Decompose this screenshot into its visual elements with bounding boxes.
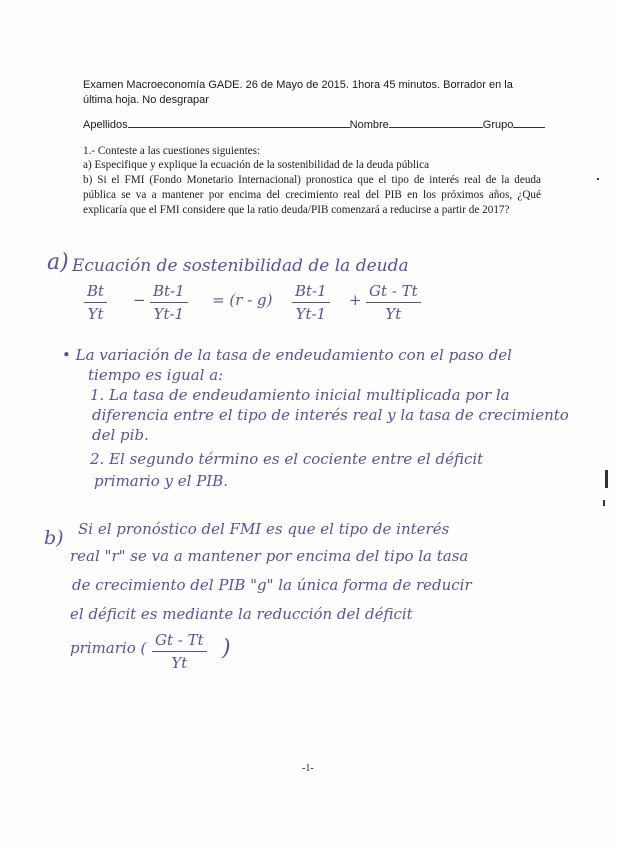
answer-a-line-5: del pib.	[92, 426, 149, 444]
equation-fraction-4: Gt - Tt Yt	[366, 282, 421, 323]
closing-parenthesis: )	[222, 636, 231, 661]
answer-a-line-2: tiempo es igual a:	[88, 366, 224, 384]
answer-b-label: b)	[44, 527, 64, 549]
grupo-label: Grupo	[482, 119, 514, 131]
answer-b-line-2: real "r" se va a mantener por encima del tipo la tasa	[70, 547, 469, 565]
exam-header-line-1: Examen Macroeconomía GADE. 26 de Mayo de 2015. 1hora 45 minutos. Borrador en la	[83, 79, 513, 91]
answer-a-label: a)	[47, 250, 69, 275]
equation-plus: +	[349, 291, 362, 309]
answer-a-line-4: diferencia entre el tipo de interés real y la tasa de crecimiento	[92, 406, 569, 424]
scan-speck	[597, 178, 599, 180]
answer-b-line-1: Si el pronóstico del FMI es que el tipo de interés	[78, 520, 450, 538]
page-number: -1-	[302, 763, 314, 774]
scan-speck	[605, 470, 608, 488]
question-a: a) Especifique y explique la ecuación de la sostenibilidad de la deuda pública	[83, 159, 430, 171]
student-info-row	[83, 117, 543, 131]
answer-a-line-6: 2. El segundo término es el cociente entre el déficit	[90, 450, 484, 468]
nombre-blank	[389, 117, 483, 128]
equation-middle-term: = (r - g)	[212, 291, 273, 309]
primary-deficit-fraction: Gt - Tt Yt	[152, 631, 207, 672]
answer-b-line-5: primario (	[70, 639, 147, 657]
answer-a-line-7: primario y el PIB.	[94, 472, 228, 490]
answer-b-line-4: el déficit es mediante la reducción del déficit	[70, 605, 413, 623]
equation-fraction-3: Bt-1 Yt-1	[292, 282, 330, 323]
equation-fraction-1: Bt Yt	[84, 282, 107, 323]
apellidos-blank	[128, 117, 350, 128]
scan-speck	[603, 500, 605, 506]
question-intro: 1.- Conteste a las cuestiones siguientes:	[83, 145, 261, 157]
grupo-blank	[513, 117, 545, 128]
answer-b-line-3: de crecimiento del PIB "g" la única forma de reducir	[72, 576, 472, 594]
nombre-label: Nombre	[349, 119, 389, 131]
apellidos-label: Apellidos	[83, 119, 128, 131]
answer-a-line-1: • La variación de la tasa de endeudamiento con el paso del	[62, 346, 512, 364]
question-b: b) Si el FMI (Fondo Monetario Internacional) pronostica que el tipo de interés real de la deuda pública se va a mantener por encima del crecimiento real del PIB en los próximos años, ¿Qué explicaría que el FMI considere que la ratio deuda/PIB comenzará a reducirse a partir de 2017?	[83, 174, 541, 216]
exam-header-line-2: última hoja. No desgrapar	[83, 94, 209, 106]
answer-a-title: Ecuación de sostenibilidad de la deuda	[72, 256, 409, 276]
equation-minus: −	[133, 291, 146, 309]
answer-a-line-3: 1. La tasa de endeudamiento inicial multiplicada por la	[90, 386, 510, 404]
equation-fraction-2: Bt-1 Yt-1	[150, 282, 188, 323]
